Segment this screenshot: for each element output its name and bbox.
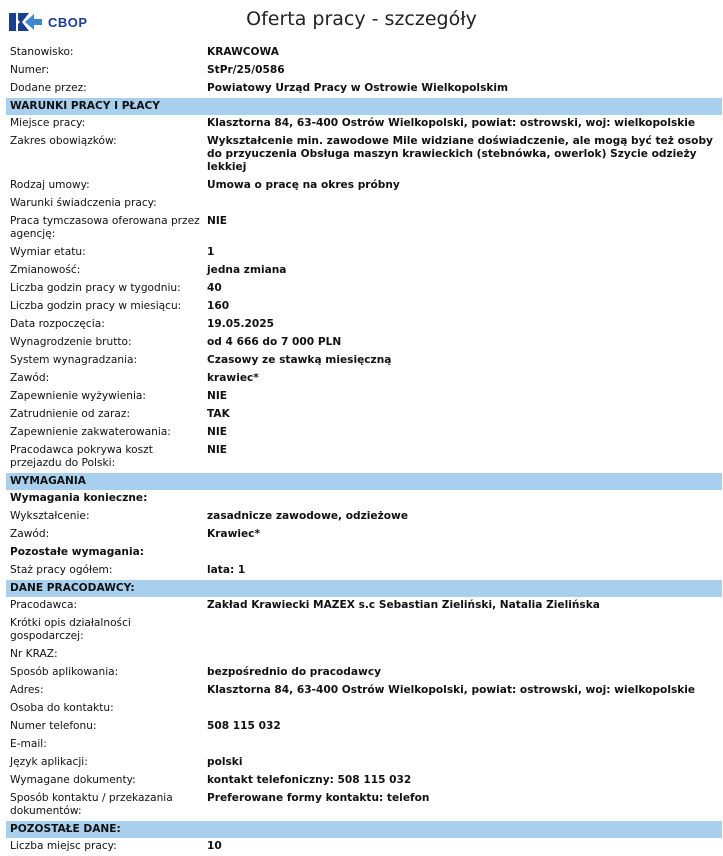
detail-label: Pracodawca: [10, 599, 78, 611]
detail-value: 40 [207, 282, 222, 294]
offer-details [6, 44, 722, 856]
detail-row [6, 62, 722, 80]
detail-row [6, 597, 722, 615]
detail-row [6, 508, 722, 526]
detail-value: krawiec* [207, 372, 259, 384]
detail-row [6, 424, 722, 442]
detail-row [6, 244, 722, 262]
detail-value: Klasztorna 84, 63-400 Ostrów Wielkopolski, powiat: ostrowski, woj: wielkopolskie [207, 684, 696, 696]
section-header-pozostale: POZOSTAŁE DANE: [6, 821, 722, 838]
detail-value: KRAWCOWA [207, 46, 279, 58]
detail-value [207, 702, 722, 715]
detail-label: Liczba miejsc pracy: [10, 840, 117, 852]
detail-label: Liczba godzin pracy w tygodniu: [10, 282, 181, 294]
detail-value: polski [207, 756, 243, 768]
section-header-wymagania: WYMAGANIA [6, 473, 722, 490]
detail-value: od 4 666 do 7 000 PLN [207, 336, 342, 348]
detail-row [6, 664, 722, 682]
other-requirements-title: Pozostałe wymagania: [10, 546, 144, 558]
detail-value: TAK [207, 408, 230, 420]
detail-label: Zapewnienie wyżywienia: [10, 390, 146, 402]
detail-label: Zmianowość: [10, 264, 81, 276]
section-pozostale [6, 838, 722, 856]
detail-value: lata: 1 [207, 564, 246, 576]
detail-value: NIE [207, 215, 228, 227]
detail-label: E-mail: [10, 738, 47, 750]
section-header-pracodawca: DANE PRACODAWCY: [6, 580, 722, 597]
detail-row [6, 736, 722, 754]
detail-row [6, 334, 722, 352]
detail-label: Nr KRAZ: [10, 648, 58, 660]
detail-value: 19.05.2025 [207, 318, 275, 330]
detail-value: Zakład Krawiecki MAZEX s.c Sebastian Zieliński, Natalia Zielińska [207, 599, 600, 611]
detail-label: Rodzaj umowy: [10, 179, 90, 191]
detail-value: 1 [207, 246, 215, 258]
detail-row [6, 177, 722, 195]
detail-row [6, 352, 722, 370]
detail-row [6, 615, 722, 646]
detail-label: Liczba godzin pracy w miesiącu: [10, 300, 182, 312]
detail-label: Warunki świadczenia pracy: [10, 197, 157, 209]
detail-value: kontakt telefoniczny: 508 115 032 [207, 774, 412, 786]
detail-label: Zawód: [10, 372, 50, 384]
detail-row [6, 262, 722, 280]
other-requirements [6, 562, 722, 580]
detail-value [207, 617, 722, 643]
detail-row [6, 213, 722, 244]
detail-value: Preferowane formy kontaktu: telefon [207, 792, 430, 804]
detail-row [6, 80, 722, 98]
detail-row [6, 388, 722, 406]
detail-value [207, 648, 722, 661]
detail-label: Stanowisko: [10, 46, 74, 58]
required-requirements-title: Wymagania konieczne: [10, 492, 148, 504]
offer-summary [6, 44, 722, 98]
detail-row [6, 700, 722, 718]
detail-label: Wynagrodzenie brutto: [10, 336, 132, 348]
detail-row [6, 790, 722, 821]
detail-label: Sposób aplikowania: [10, 666, 119, 678]
detail-value: Krawiec* [207, 528, 261, 540]
detail-value [207, 197, 722, 210]
detail-row [6, 280, 722, 298]
detail-label: Zakres obowiązków: [10, 135, 117, 147]
detail-label: Miejsce pracy: [10, 117, 86, 129]
section-header-warunki: WARUNKI PRACY I PŁACY [6, 98, 722, 115]
detail-row [6, 646, 722, 664]
detail-row [6, 115, 722, 133]
detail-label: Wymiar etatu: [10, 246, 86, 258]
detail-label: Wykształcenie: [10, 510, 90, 522]
detail-value: jedna zmiana [207, 264, 287, 276]
detail-row [6, 754, 722, 772]
detail-label: Sposób kontaktu / przekazania dokumentów: [10, 792, 173, 817]
detail-row [6, 718, 722, 736]
logo-text: CBOP [48, 14, 88, 30]
detail-value: NIE [207, 444, 228, 456]
detail-row [6, 772, 722, 790]
detail-value: StPr/25/0586 [207, 64, 285, 76]
detail-label: System wynagradzania: [10, 354, 138, 366]
detail-row [6, 442, 722, 473]
detail-value: 508 115 032 [207, 720, 281, 732]
detail-row [6, 298, 722, 316]
detail-row [6, 406, 722, 424]
detail-value [207, 738, 722, 751]
detail-label: Zawód: [10, 528, 50, 540]
detail-label: Osoba do kontaktu: [10, 702, 114, 714]
detail-label: Krótki opis działalności gospodarczej: [10, 617, 131, 642]
required-requirements [6, 508, 722, 544]
detail-value: zasadnicze zawodowe, odzieżowe [207, 510, 409, 522]
detail-label: Dodane przez: [10, 82, 87, 94]
section-pracodawca [6, 597, 722, 821]
detail-value: Wykształcenie min. zawodowe Mile widziane doświadczenie, ale mogą być też osoby do przyuczenia Obsługa maszyn krawieckich (stebnówka, owerlok) Szycie odzieży lekkiej [207, 135, 713, 173]
detail-row [6, 195, 722, 213]
detail-label: Pracodawca pokrywa koszt przejazdu do Polski: [10, 444, 153, 469]
detail-value: Klasztorna 84, 63-400 Ostrów Wielkopolski, powiat: ostrowski, woj: wielkopolskie [207, 117, 696, 129]
detail-label: Język aplikacji: [10, 756, 88, 768]
detail-row [6, 526, 722, 544]
section-warunki [6, 115, 722, 473]
detail-label: Zapewnienie zakwaterowania: [10, 426, 171, 438]
detail-label: Zatrudnienie od zaraz: [10, 408, 131, 420]
detail-label: Numer: [10, 64, 50, 76]
detail-value: bezpośrednio do pracodawcy [207, 666, 382, 678]
page-title: Oferta pracy - szczegóły [246, 8, 477, 30]
detail-row [6, 562, 722, 580]
detail-row [6, 44, 722, 62]
detail-label: Staż pracy ogółem: [10, 564, 113, 576]
detail-label: Data rozpoczęcia: [10, 318, 105, 330]
detail-row [6, 838, 722, 856]
detail-row [6, 370, 722, 388]
detail-value: Powiatowy Urząd Pracy w Ostrowie Wielkopolskim [207, 82, 509, 94]
detail-value: NIE [207, 426, 228, 438]
detail-label: Adres: [10, 684, 44, 696]
page-header [0, 0, 723, 42]
detail-value: Czasowy ze stawką miesięczną [207, 354, 392, 366]
detail-value: NIE [207, 390, 228, 402]
detail-label: Numer telefonu: [10, 720, 97, 732]
detail-value: Umowa o pracę na okres próbny [207, 179, 400, 191]
detail-label: Wymagane dokumenty: [10, 774, 136, 786]
detail-row [6, 682, 722, 700]
detail-label: Praca tymczasowa oferowana przez agencję: [10, 215, 200, 240]
detail-row [6, 316, 722, 334]
detail-row [6, 133, 722, 177]
detail-value: 160 [207, 300, 230, 312]
detail-value: 10 [207, 840, 222, 852]
